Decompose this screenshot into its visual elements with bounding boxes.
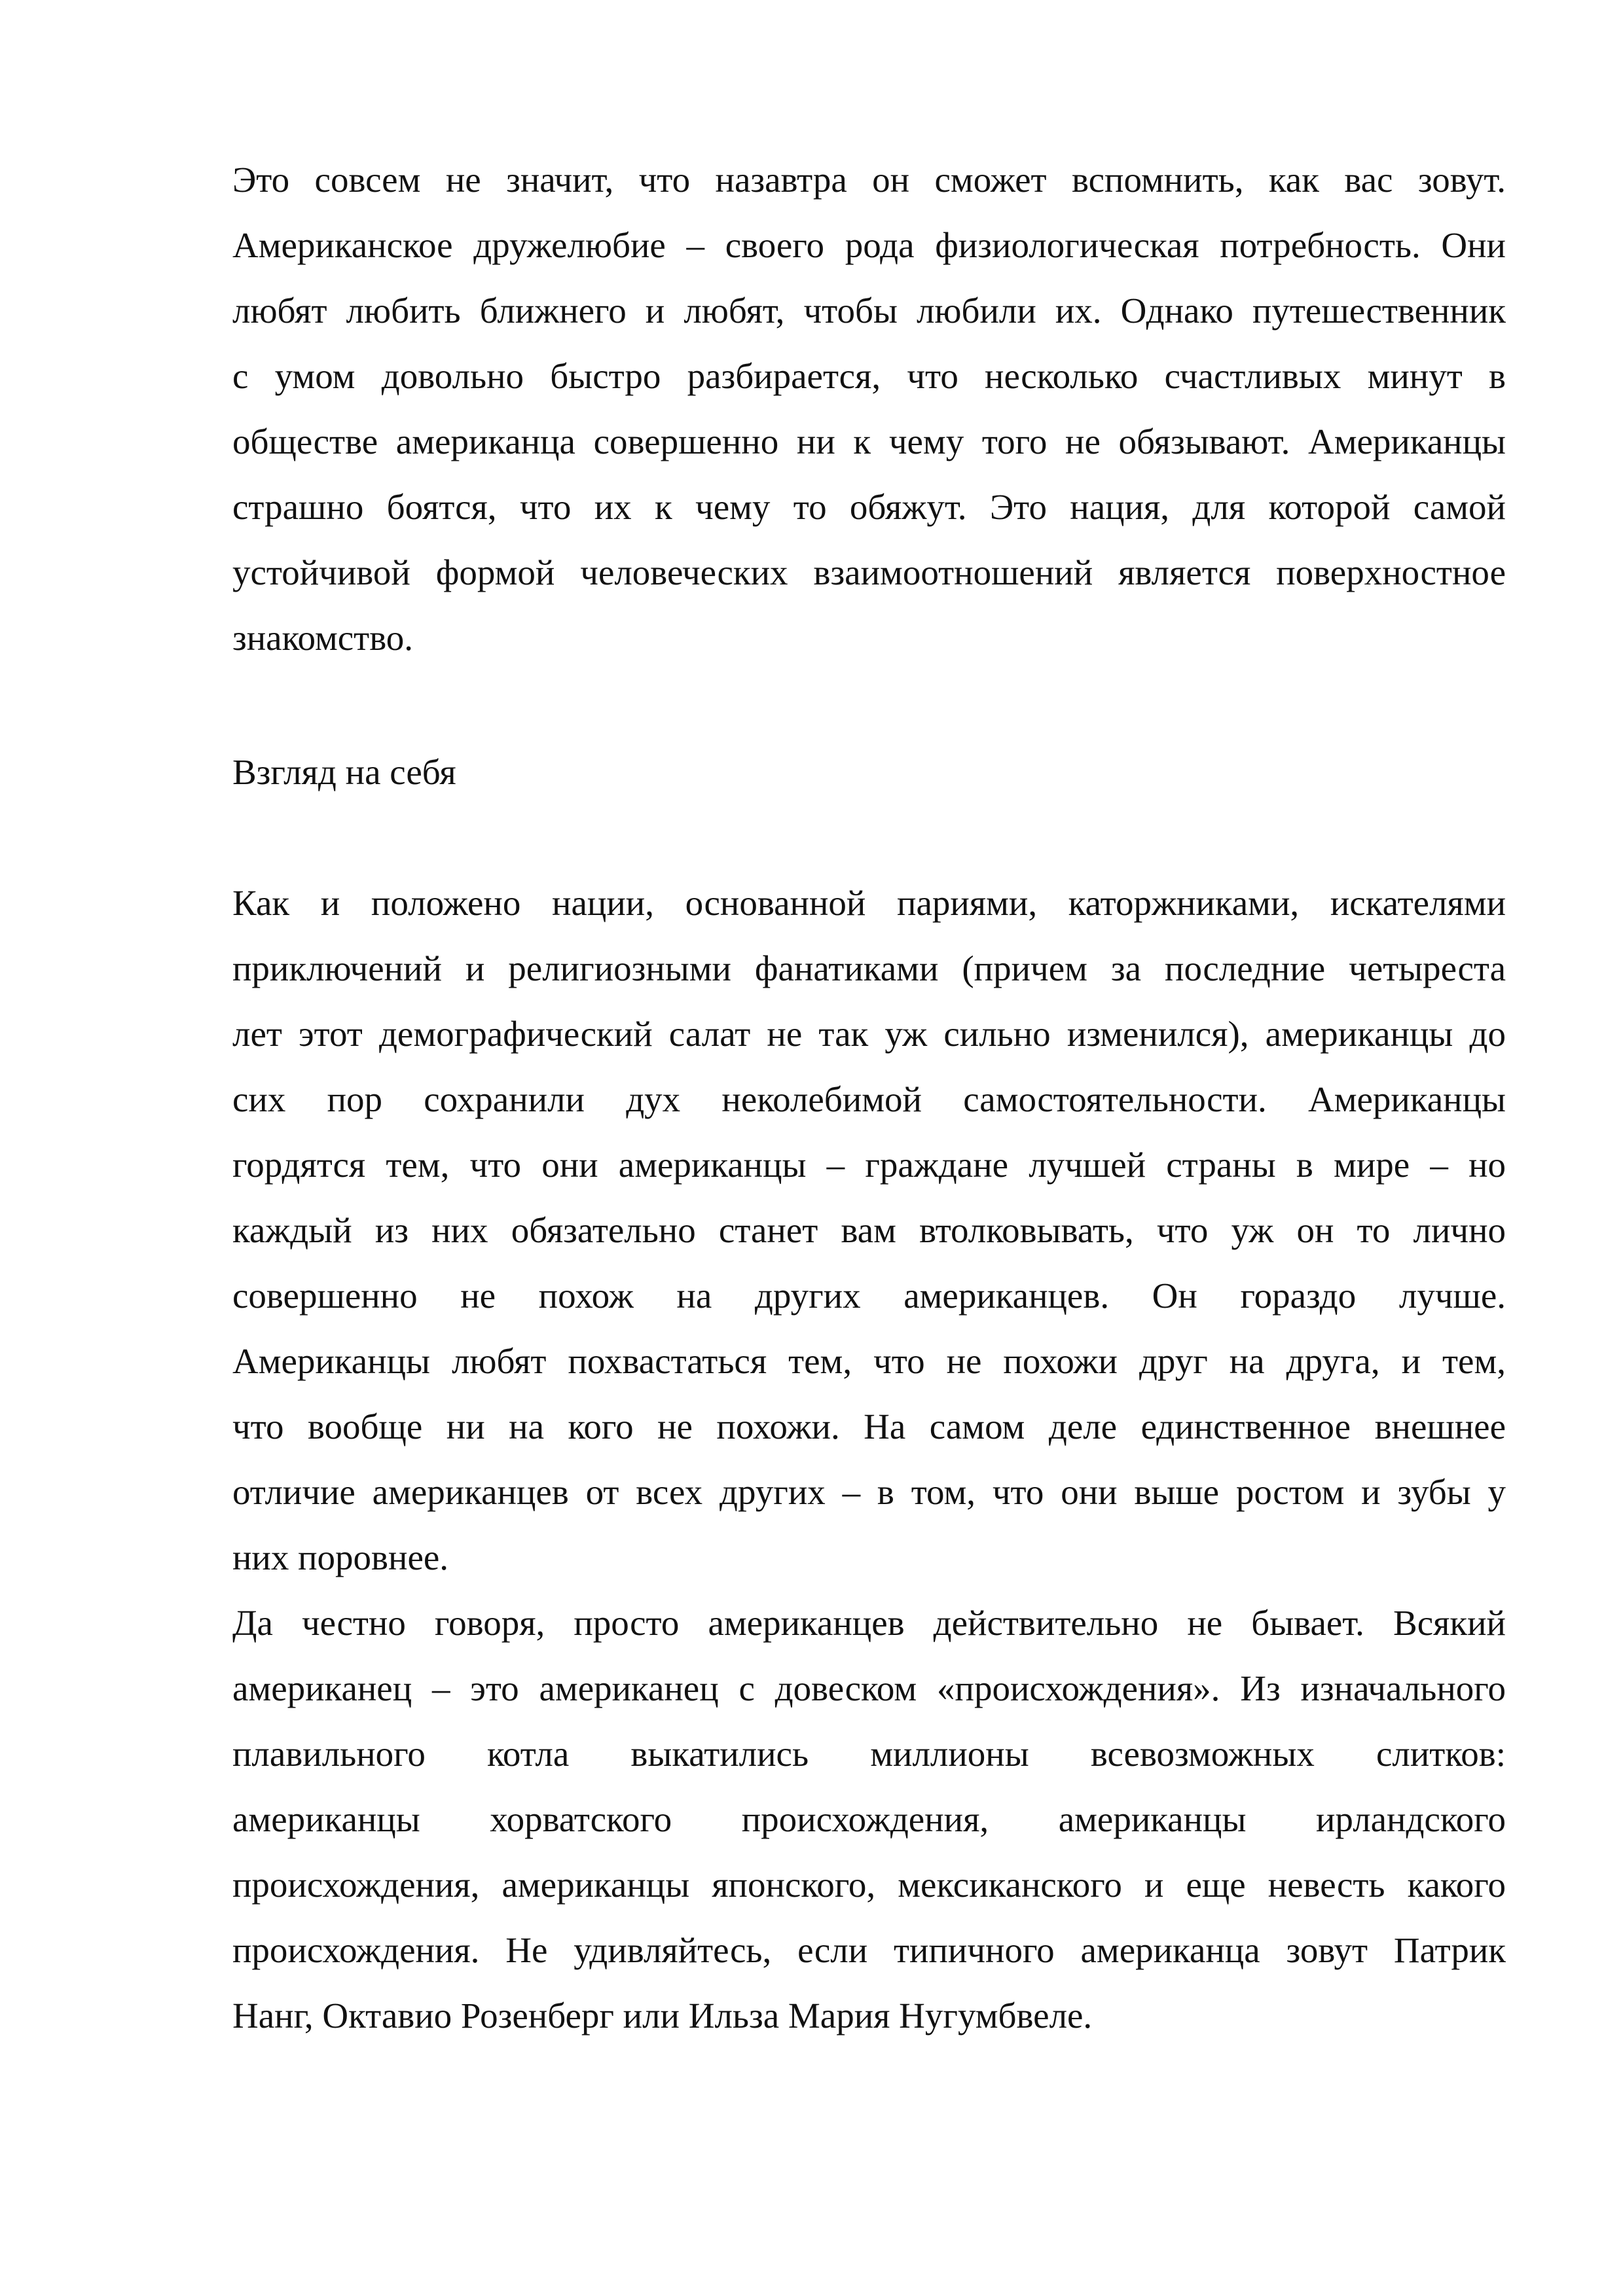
paragraph-line: Нанг, Октавио Розенберг или Ильза Мария Нугумбвеле.: [232, 1996, 1093, 2036]
paragraph-line: сих пор сохранили дух неколебимой самостоятельности. Американцы: [232, 1079, 1506, 1119]
paragraph-line: устойчивой формой человеческих взаимоотношений является поверхностное: [232, 552, 1506, 592]
paragraph-line: лет этот демографический салат не так уж сильно изменился), американцы до: [232, 1014, 1506, 1054]
paragraph-line: Американцы любят похвастаться тем, что не похожи друг на друга, и тем,: [232, 1341, 1506, 1381]
paragraph-line: любят любить ближнего и любят, чтобы любили их. Однако путешественник: [232, 291, 1506, 331]
paragraph-line: Да честно говоря, просто американцев действительно не бывает. Всякий: [232, 1603, 1506, 1643]
paragraph-line: каждый из них обязательно станет вам втолковывать, что уж он то лично: [232, 1210, 1506, 1250]
paragraph-line: гордятся тем, что они американцы – граждане лучшей страны в мире – но: [232, 1145, 1506, 1185]
paragraph-line: отличие американцев от всех других – в том, что они выше ростом и зубы у: [232, 1472, 1506, 1512]
paragraph-line: американцы хорватского происхождения, американцы ирландского: [232, 1799, 1506, 1839]
paragraph-line: американец – это американец с довеском «происхождения». Из изначального: [232, 1668, 1506, 1708]
paragraph-line: приключений и религиозными фанатиками (причем за последние четыреста: [232, 948, 1506, 988]
paragraph-2-and-3: [232, 870, 1506, 2049]
paragraph-line: них поровнее.: [232, 1537, 449, 1577]
paragraph-line: Американское дружелюбие – своего рода физиологическая потребность. Они: [232, 225, 1506, 265]
paragraph-line: совершенно не похож на других американцев. Он гораздо лучше.: [232, 1276, 1506, 1316]
paragraph-line: что вообще ни на кого не похожи. На самом деле единственное внешнее: [232, 1407, 1506, 1446]
paragraph-line: с умом довольно быстро разбирается, что несколько счастливых минут в: [232, 356, 1506, 396]
section-heading-text: Взгляд на себя: [232, 752, 456, 792]
paragraph-line: плавильного котла выкатились миллионы всевозможных слитков:: [232, 1734, 1506, 1774]
paragraph-line: происхождения, американцы японского, мексиканского и еще невесть какого: [232, 1865, 1506, 1905]
paragraph-line: знакомство.: [232, 618, 414, 658]
paragraph-line: происхождения. Не удивляйтесь, если типичного американца зовут Патрик: [232, 1930, 1506, 1970]
paragraph-line: обществе американца совершенно ни к чему того не обязывают. Американцы: [232, 422, 1506, 461]
paragraph-line: Как и положено нации, основанной париями, каторжниками, искателями: [232, 883, 1506, 923]
paragraph-line: страшно боятся, что их к чему то обяжут. Это нация, для которой самой: [232, 487, 1506, 527]
paragraph-line: Это совсем не значит, что назавтра он сможет вспомнить, как вас зовут.: [232, 160, 1506, 200]
section-heading: [232, 740, 1506, 805]
paragraph-1: [232, 147, 1506, 671]
